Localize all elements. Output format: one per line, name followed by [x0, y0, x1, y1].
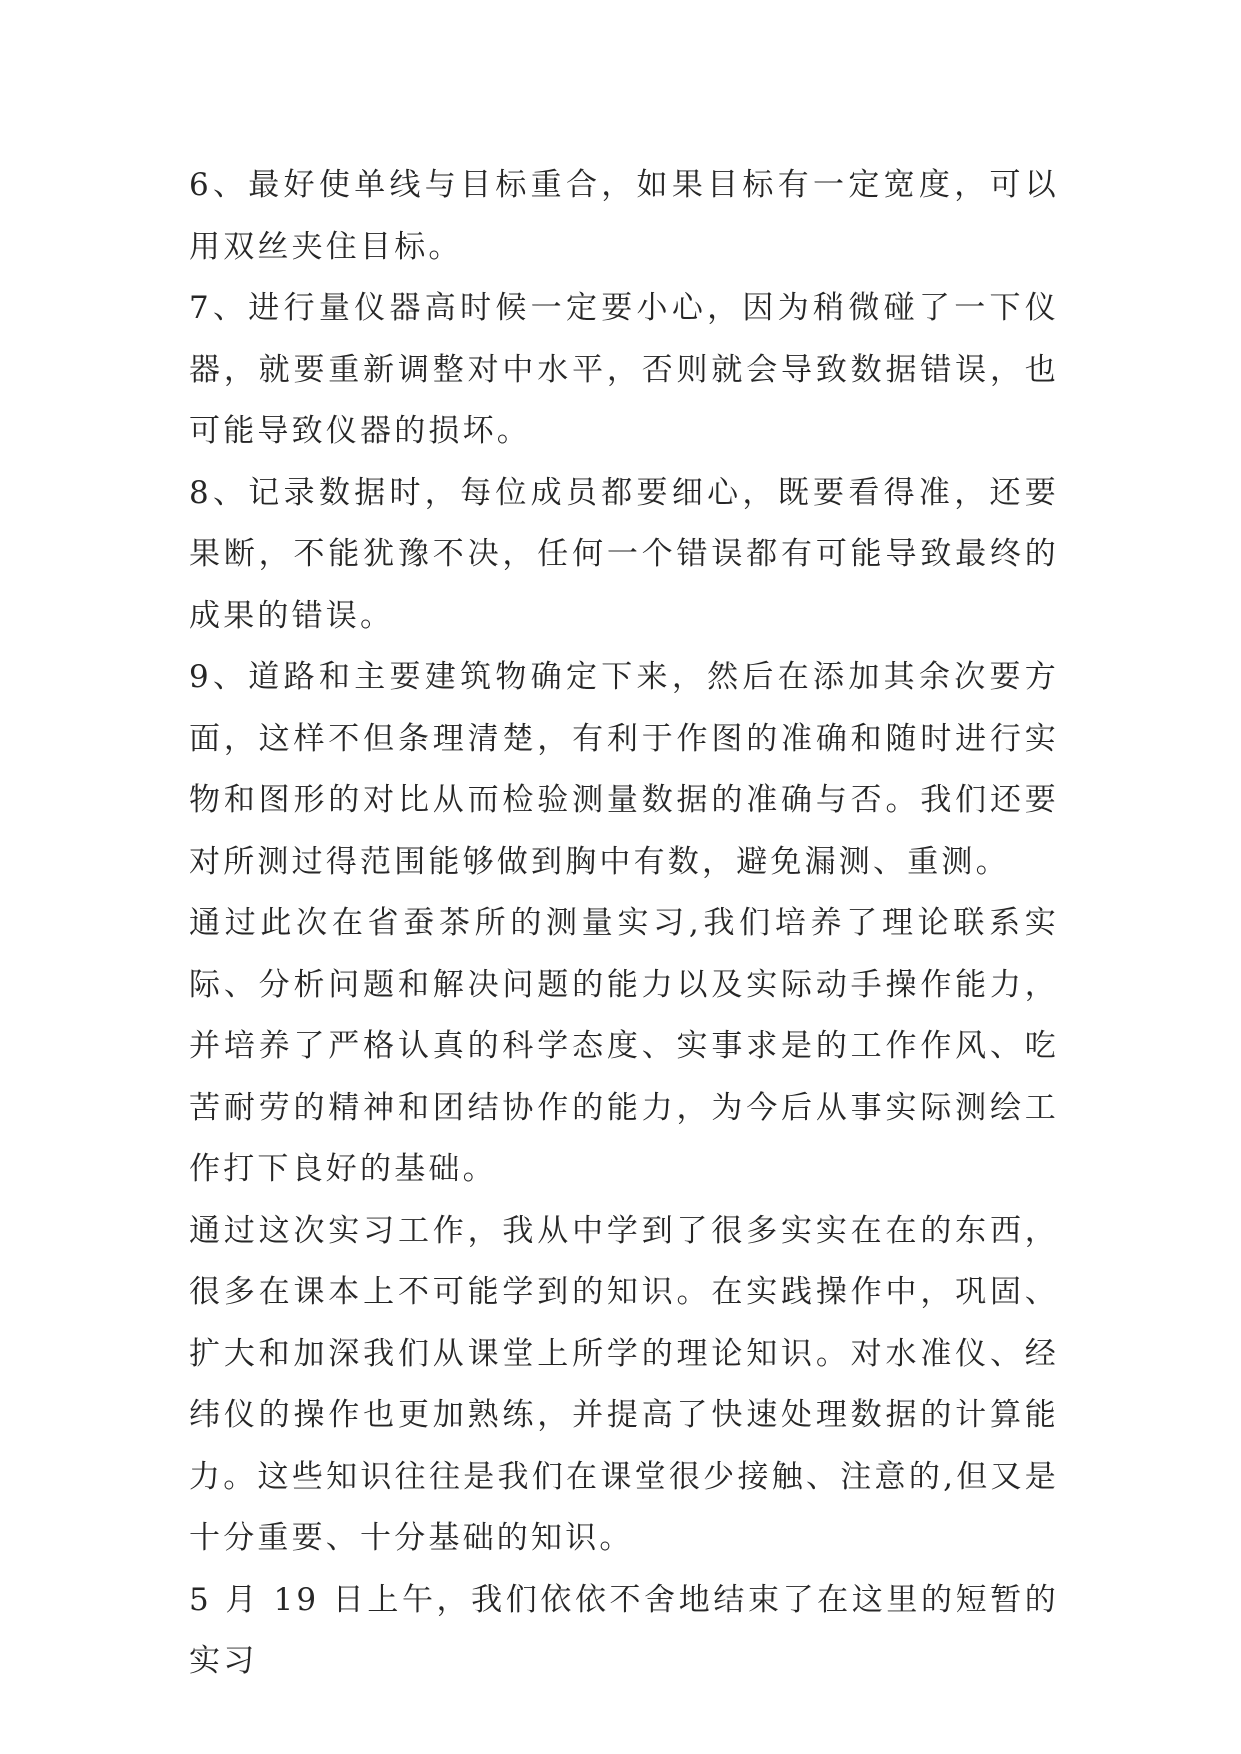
paragraph-closing: 5 月 19 日上午，我们依依不舍地结束了在这里的短暂的实习: [189, 1581, 1059, 1679]
document-body: [189, 155, 1059, 1693]
paragraph-summary-2: 通过这次实习工作，我从中学到了很多实实在在的东西，很多在课本上不可能学到的知识。在实践操作中，巩固、扩大和加深我们从课堂上所学的理论知识。对水准仪、经纬仪的操作也更加熟练，并提高了快速处理数据的计算能力。这些知识往往是我们在课堂很少接触、注意的,但又是十分重要、十分基础的知识。: [189, 1212, 1059, 1556]
paragraph-item-9: 9、道路和主要建筑物确定下来，然后在添加其余次要方面，这样不但条理清楚，有利于作图的准确和随时进行实物和图形的对比从而检验测量数据的准确与否。我们还要对所测过得范围能够做到胸中有数，避免漏测、重测。: [189, 659, 1059, 880]
paragraph-item-6: 6、最好使单线与目标重合，如果目标有一定宽度，可以用双丝夹住目标。: [189, 167, 1059, 265]
paragraph-summary-1: 通过此次在省蚕茶所的测量实习,我们培养了理论联系实际、分析问题和解决问题的能力以及实际动手操作能力，并培养了严格认真的科学态度、实事求是的工作作风、吃苦耐劳的精神和团结协作的能力，为今后从事实际测绘工作打下良好的基础。: [189, 905, 1059, 1187]
paragraph-item-7: 7、进行量仪器高时候一定要小心，因为稍微碰了一下仪器，就要重新调整对中水平，否则就会导致数据错误，也可能导致仪器的损坏。: [189, 290, 1059, 449]
paragraph-item-8: 8、记录数据时，每位成员都要细心，既要看得准，还要果断，不能犹豫不决，任何一个错误都有可能导致最终的成果的错误。: [189, 474, 1059, 634]
